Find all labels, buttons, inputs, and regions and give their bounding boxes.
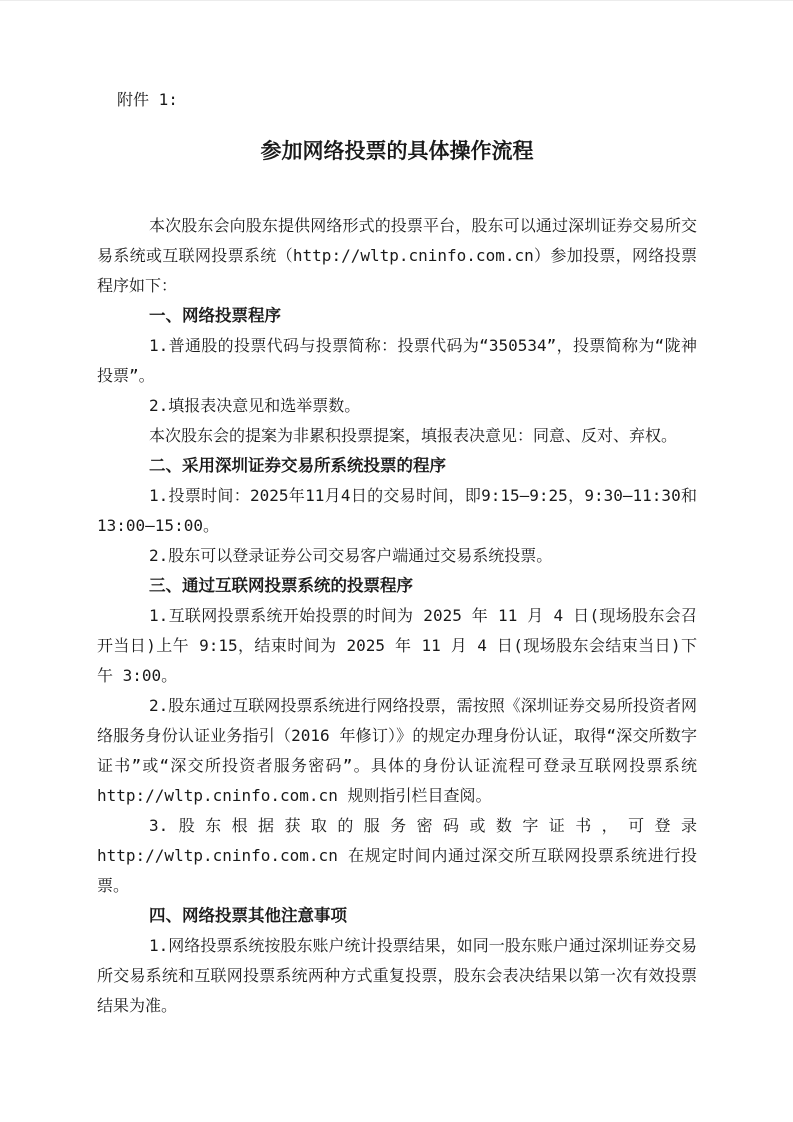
section-2-heading: 二、采用深圳证券交易所系统投票的程序 bbox=[149, 457, 446, 475]
section-3-paragraph-2-text-before: 2.股东通过互联网投票系统进行网络投票，需按照《深圳证券交易所投资者网络服务身份认证业务指引（2016 年修订）》的规定办理身份认证，取得“深交所数字证书”或“深交所投资者服务密码”。具体的身份认证流程可登录互联网投票系统 bbox=[97, 696, 697, 775]
voting-system-url: http://wltp.cninfo.com.cn bbox=[97, 786, 338, 805]
section-1-paragraph-2: 2.填报表决意见和选举票数。 bbox=[149, 396, 361, 415]
section-1-paragraph-3: 本次股东会的提案为非累积投票提案，填报表决意见：同意、反对、弃权。 bbox=[149, 426, 678, 445]
section-1-heading: 一、网络投票程序 bbox=[149, 307, 281, 325]
section-4-paragraph-1: 1.网络投票系统按股东账户统计投票结果，如同一股东账户通过深圳证券交易所交易系统和互联网投票系统两种方式重复投票，股东会表决结果以第一次有效投票结果为准。 bbox=[97, 936, 697, 1015]
section-3-paragraph-2-text-after: 规则指引栏目查阅。 bbox=[337, 786, 492, 805]
intro-text-after: ）参加投票，网络投票程序如下： bbox=[97, 246, 697, 295]
intro-text-before: 本次股东会向股东提供网络形式的投票平台，股东可以通过深圳证券交易所交易系统或互联网投票系统（ bbox=[97, 216, 697, 265]
section-3-paragraph-2 bbox=[97, 691, 697, 811]
section-1-paragraph-1: 1.普通股的投票代码与投票简称：投票代码为“350534”，投票简称为“陇神投票”。 bbox=[97, 336, 697, 385]
section-3-paragraph-3-text-after: 在规定时间内通过深交所互联网投票系统进行投票。 bbox=[97, 846, 697, 895]
voting-system-url: http://wltp.cninfo.com.cn bbox=[97, 846, 338, 865]
section-3-paragraph-1: 1.互联网投票系统开始投票的时间为 2025 年 11 月 4 日(现场股东会召开当日)上午 9:15，结束时间为 2025 年 11 月 4 日(现场股东会结束当日)下午 3:00。 bbox=[97, 606, 697, 685]
section-2-paragraph-2: 2.股东可以登录证券公司交易客户端通过交易系统投票。 bbox=[149, 546, 553, 565]
section-2-paragraph-1: 1.投票时间：2025年11月4日的交易时间，即9:15—9:25，9:30—11:30和13:00—15:00。 bbox=[97, 486, 697, 535]
attachment-label: 附件 1: bbox=[117, 90, 178, 109]
section-3-heading: 三、通过互联网投票系统的投票程序 bbox=[149, 577, 413, 595]
voting-system-url: http://wltp.cninfo.com.cn bbox=[292, 246, 534, 265]
document-title: 参加网络投票的具体操作流程 bbox=[260, 140, 534, 163]
intro-paragraph bbox=[97, 211, 697, 301]
section-3-paragraph-3 bbox=[97, 811, 697, 901]
section-4-heading: 四、网络投票其他注意事项 bbox=[149, 907, 347, 925]
section-3-paragraph-3-text-before: 3.股东根据获取的服务密码或数字证书，可登录 bbox=[149, 816, 697, 835]
